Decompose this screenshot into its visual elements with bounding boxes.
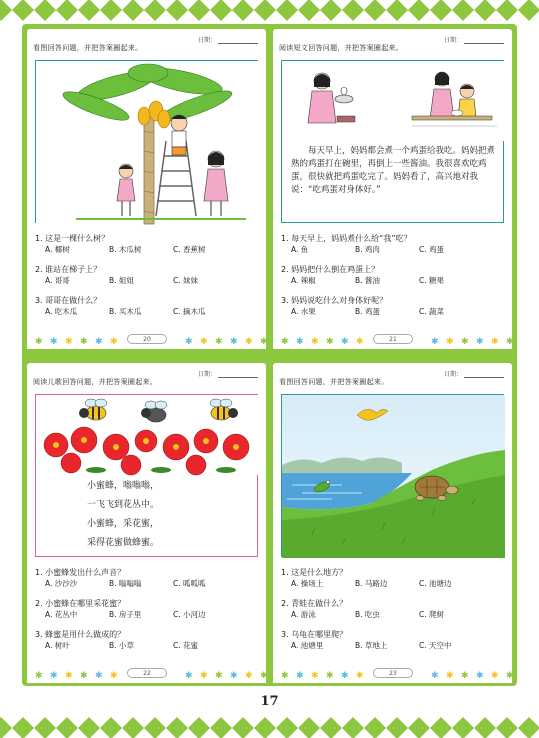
star-icon: ✱ bbox=[461, 671, 469, 681]
diamond-shape bbox=[342, 0, 364, 21]
diamond-shape bbox=[408, 0, 430, 21]
diamond-shape bbox=[56, 0, 78, 21]
questions bbox=[281, 567, 506, 660]
option-b[interactable]: B. 草地上 bbox=[355, 641, 388, 650]
option-a[interactable]: A. 辣椒 bbox=[291, 276, 316, 285]
option-b[interactable]: B. 嗡嗡嗡 bbox=[109, 579, 142, 588]
date-field: 日期： bbox=[444, 369, 504, 378]
star-icon: ✱ bbox=[446, 337, 454, 347]
option-a[interactable]: A. 哥哥 bbox=[45, 276, 70, 285]
star-icon: ✱ bbox=[215, 337, 223, 347]
question-2: 2. 妈妈把什么倒在鸡蛋上？ A. 辣椒 B. 酱油 C. 糖果 bbox=[281, 264, 506, 286]
diamond-shape bbox=[100, 0, 122, 21]
poem-line: 小蜜蜂，采花蜜， bbox=[87, 519, 160, 529]
poem-line: 小蜜蜂，嗡嗡嗡， bbox=[87, 481, 160, 491]
date-field: 日期： bbox=[198, 369, 258, 378]
diamond-shape bbox=[210, 0, 232, 21]
option-c[interactable]: C. 香蕉树 bbox=[173, 245, 206, 254]
star-icon: ✱ bbox=[311, 337, 319, 347]
questions bbox=[35, 567, 260, 660]
diamond-shape bbox=[452, 0, 474, 21]
option-c[interactable]: C. 鸡蛋 bbox=[419, 245, 445, 254]
star-icon: ✱ bbox=[80, 337, 88, 347]
diamond-shape bbox=[320, 717, 342, 738]
diamond-shape bbox=[34, 0, 56, 21]
option-b[interactable]: B. 小草 bbox=[109, 641, 134, 650]
option-b[interactable]: B. 吃虫 bbox=[355, 610, 380, 619]
star-icon: ✱ bbox=[491, 671, 499, 681]
star-icon: ✱ bbox=[50, 337, 58, 347]
diamond-shape bbox=[56, 717, 78, 738]
star-icon: ✱ bbox=[245, 671, 253, 681]
instruction: 阅读短文回答问题，并把答案圈起来。 bbox=[279, 44, 404, 52]
option-b[interactable]: B. 木瓜树 bbox=[109, 245, 142, 254]
question-1: 1. 每天早上，妈妈煮什么给“我”吃？ A. 鱼 B. 鸡肉 C. 鸡蛋 bbox=[281, 233, 506, 255]
diamond-shape bbox=[474, 717, 496, 738]
option-c[interactable]: C. 花蜜 bbox=[173, 641, 199, 650]
option-c[interactable]: C. 摘木瓜 bbox=[173, 307, 206, 316]
star-icon: ✱ bbox=[95, 671, 103, 681]
option-b[interactable]: B. 姐姐 bbox=[109, 276, 134, 285]
star-icon: ✱ bbox=[65, 671, 73, 681]
star-icon: ✱ bbox=[260, 671, 268, 681]
star-icon: ✱ bbox=[491, 337, 499, 347]
diamond-shape bbox=[364, 0, 386, 21]
star-icon: ✱ bbox=[296, 671, 304, 681]
diamond-shape bbox=[166, 0, 188, 21]
poem-line: 采得花蜜做蜂蜜。 bbox=[87, 538, 160, 548]
diamond-shape bbox=[320, 0, 342, 21]
option-a[interactable]: A. 操场上 bbox=[291, 579, 324, 588]
option-a[interactable]: A. 池塘里 bbox=[291, 641, 324, 650]
date-field: 日期： bbox=[198, 35, 258, 44]
poem bbox=[87, 477, 207, 553]
diamond-shape bbox=[254, 0, 276, 21]
option-b[interactable]: B. 鸡蛋 bbox=[355, 307, 380, 316]
diamond-shape bbox=[276, 0, 298, 21]
page-number: 17 bbox=[260, 694, 279, 709]
questions bbox=[281, 233, 506, 326]
option-c[interactable]: C. 妹妹 bbox=[173, 276, 199, 285]
diamond-shape bbox=[100, 717, 122, 738]
decorative-strip bbox=[273, 665, 512, 683]
diamond-shape bbox=[474, 0, 496, 21]
decorative-strip bbox=[273, 331, 512, 349]
option-a[interactable]: A. 游泳 bbox=[291, 610, 316, 619]
questions bbox=[35, 233, 260, 326]
option-b[interactable]: B. 房子里 bbox=[109, 610, 142, 619]
diamond-shape bbox=[276, 717, 298, 738]
story-text: 每天早上，妈妈都会煮一个鸡蛋给我吃。妈妈把煮熟的鸡蛋打在碗里，再倒上一些酱油。我很喜欢吃鸡蛋，很快就把鸡蛋吃完了。妈妈看了，高兴地对我说：“吃鸡蛋对身体好。” bbox=[291, 146, 496, 195]
diamond-shape bbox=[34, 717, 56, 738]
star-icon: ✱ bbox=[185, 337, 193, 347]
diamond-shape bbox=[496, 717, 518, 738]
star-icon: ✱ bbox=[311, 671, 319, 681]
diamond-shape bbox=[0, 717, 12, 738]
star-icon: ✱ bbox=[215, 671, 223, 681]
poem-line: 一飞飞到花丛中。 bbox=[87, 500, 160, 510]
star-icon: ✱ bbox=[200, 337, 208, 347]
diamond-shape bbox=[254, 717, 276, 738]
option-b[interactable]: B. 酱油 bbox=[355, 276, 380, 285]
star-icon: ✱ bbox=[356, 337, 364, 347]
option-c[interactable]: C. 天空中 bbox=[419, 641, 452, 650]
diamond-shape bbox=[78, 717, 100, 738]
option-b[interactable]: B. 买木瓜 bbox=[109, 307, 142, 316]
diamond-shape bbox=[342, 717, 364, 738]
option-c[interactable]: C. 爬树 bbox=[419, 610, 445, 619]
diamond-shape bbox=[122, 0, 144, 21]
question-2: 2. 小蜜蜂在哪里采花蜜？ A. 花丛中 B. 房子里 C. 小河边 bbox=[35, 598, 260, 620]
star-icon: ✱ bbox=[431, 337, 439, 347]
star-icon: ✱ bbox=[200, 671, 208, 681]
story-picture bbox=[281, 60, 504, 223]
question-1: 1. 这是什么地方？ A. 操场上 B. 马路边 C. 池塘边 bbox=[281, 567, 506, 589]
option-a[interactable]: A. 水果 bbox=[291, 307, 316, 316]
question-2: 2. 谁站在梯子上？ A. 哥哥 B. 姐姐 C. 妹妹 bbox=[35, 264, 260, 286]
star-icon: ✱ bbox=[341, 337, 349, 347]
option-c[interactable]: C. 糖果 bbox=[419, 276, 445, 285]
worksheet-card-21 bbox=[273, 29, 512, 349]
option-a[interactable]: A. 沙沙沙 bbox=[45, 579, 78, 588]
diamond-shape bbox=[518, 717, 539, 738]
page-tag: 23 bbox=[373, 668, 413, 678]
diamond-shape bbox=[364, 717, 386, 738]
star-icon: ✱ bbox=[230, 671, 238, 681]
star-icon: ✱ bbox=[281, 337, 289, 347]
star-icon: ✱ bbox=[356, 671, 364, 681]
pond-picture bbox=[281, 394, 504, 557]
page-tag: 22 bbox=[127, 668, 167, 678]
star-icon: ✱ bbox=[461, 337, 469, 347]
option-a[interactable]: A. 花丛中 bbox=[45, 610, 78, 619]
star-icon: ✱ bbox=[35, 337, 43, 347]
star-icon: ✱ bbox=[341, 671, 349, 681]
star-icon: ✱ bbox=[326, 337, 334, 347]
page-tag: 20 bbox=[127, 334, 167, 344]
star-icon: ✱ bbox=[80, 671, 88, 681]
option-a[interactable]: A. 树叶 bbox=[45, 641, 70, 650]
diamond-shape bbox=[12, 0, 34, 21]
option-b[interactable]: B. 马路边 bbox=[355, 579, 388, 588]
papaya-tree-picture bbox=[35, 60, 258, 223]
worksheet-card-23 bbox=[273, 363, 512, 683]
option-a[interactable]: A. 椰树 bbox=[45, 245, 70, 254]
star-icon: ✱ bbox=[506, 337, 514, 347]
diamond-shape bbox=[298, 717, 320, 738]
star-icon: ✱ bbox=[50, 671, 58, 681]
diamond-shape bbox=[386, 717, 408, 738]
diamond-shape bbox=[518, 0, 539, 21]
diamond-shape bbox=[166, 717, 188, 738]
instruction: 看图回答问题，并把答案圈起来。 bbox=[279, 378, 389, 386]
diamond-shape bbox=[144, 717, 166, 738]
diamond-shape bbox=[210, 717, 232, 738]
question-3: 3. 哥哥在做什么？ A. 吃木瓜 B. 买木瓜 C. 摘木瓜 bbox=[35, 295, 260, 317]
decorative-strip bbox=[27, 331, 266, 349]
star-icon: ✱ bbox=[230, 337, 238, 347]
diamond-shape bbox=[122, 717, 144, 738]
date-field: 日期： bbox=[444, 35, 504, 44]
top-diamond-border bbox=[0, 0, 539, 24]
bottom-diamond-border bbox=[0, 714, 539, 738]
diamond-shape bbox=[12, 717, 34, 738]
star-icon: ✱ bbox=[245, 337, 253, 347]
worksheet-card-22 bbox=[27, 363, 266, 683]
question-1: 1. 小蜜蜂发出什么声音？ A. 沙沙沙 B. 嗡嗡嗡 C. 呱呱呱 bbox=[35, 567, 260, 589]
worksheet-card-20 bbox=[27, 29, 266, 349]
star-icon: ✱ bbox=[296, 337, 304, 347]
page-tag: 21 bbox=[373, 334, 413, 344]
question-1: 1. 这是一棵什么树？ A. 椰树 B. 木瓜树 C. 香蕉树 bbox=[35, 233, 260, 255]
diamond-shape bbox=[188, 0, 210, 21]
instruction: 阅读儿歌回答问题，并把答案圈起来。 bbox=[33, 378, 158, 386]
diamond-shape bbox=[144, 0, 166, 21]
star-icon: ✱ bbox=[65, 337, 73, 347]
option-c[interactable]: C. 蔬菜 bbox=[419, 307, 445, 316]
star-icon: ✱ bbox=[476, 337, 484, 347]
star-icon: ✱ bbox=[35, 671, 43, 681]
star-icon: ✱ bbox=[185, 671, 193, 681]
diamond-shape bbox=[408, 717, 430, 738]
diamond-shape bbox=[496, 0, 518, 21]
diamond-shape bbox=[386, 0, 408, 21]
star-icon: ✱ bbox=[110, 337, 118, 347]
diamond-shape bbox=[232, 717, 254, 738]
option-c[interactable]: C. 池塘边 bbox=[419, 579, 452, 588]
diamond-shape bbox=[298, 0, 320, 21]
diamond-shape bbox=[188, 717, 210, 738]
star-icon: ✱ bbox=[476, 671, 484, 681]
option-a[interactable]: A. 鱼 bbox=[291, 245, 309, 254]
option-b[interactable]: B. 鸡肉 bbox=[355, 245, 380, 254]
question-3: 3. 乌龟在哪里爬？ A. 池塘里 B. 草地上 C. 天空中 bbox=[281, 629, 506, 651]
question-3: 3. 妈妈说吃什么对身体好呢？ A. 水果 B. 鸡蛋 C. 蔬菜 bbox=[281, 295, 506, 317]
star-icon: ✱ bbox=[95, 337, 103, 347]
decorative-strip bbox=[27, 665, 266, 683]
question-3: 3. 蜂蜜是用什么做成的？ A. 树叶 B. 小草 C. 花蜜 bbox=[35, 629, 260, 651]
star-icon: ✱ bbox=[431, 671, 439, 681]
diamond-shape bbox=[452, 717, 474, 738]
star-icon: ✱ bbox=[260, 337, 268, 347]
star-icon: ✱ bbox=[110, 671, 118, 681]
option-a[interactable]: A. 吃木瓜 bbox=[45, 307, 78, 316]
diamond-shape bbox=[430, 717, 452, 738]
option-c[interactable]: C. 小河边 bbox=[173, 610, 206, 619]
diamond-shape bbox=[0, 0, 12, 21]
option-c[interactable]: C. 呱呱呱 bbox=[173, 579, 206, 588]
diamond-shape bbox=[78, 0, 100, 21]
star-icon: ✱ bbox=[281, 671, 289, 681]
star-icon: ✱ bbox=[326, 671, 334, 681]
question-2: 2. 青蛙在做什么？ A. 游泳 B. 吃虫 C. 爬树 bbox=[281, 598, 506, 620]
instruction: 看图回答问题，并把答案圈起来。 bbox=[33, 44, 143, 52]
diamond-shape bbox=[430, 0, 452, 21]
diamond-shape bbox=[232, 0, 254, 21]
star-icon: ✱ bbox=[446, 671, 454, 681]
star-icon: ✱ bbox=[506, 671, 514, 681]
